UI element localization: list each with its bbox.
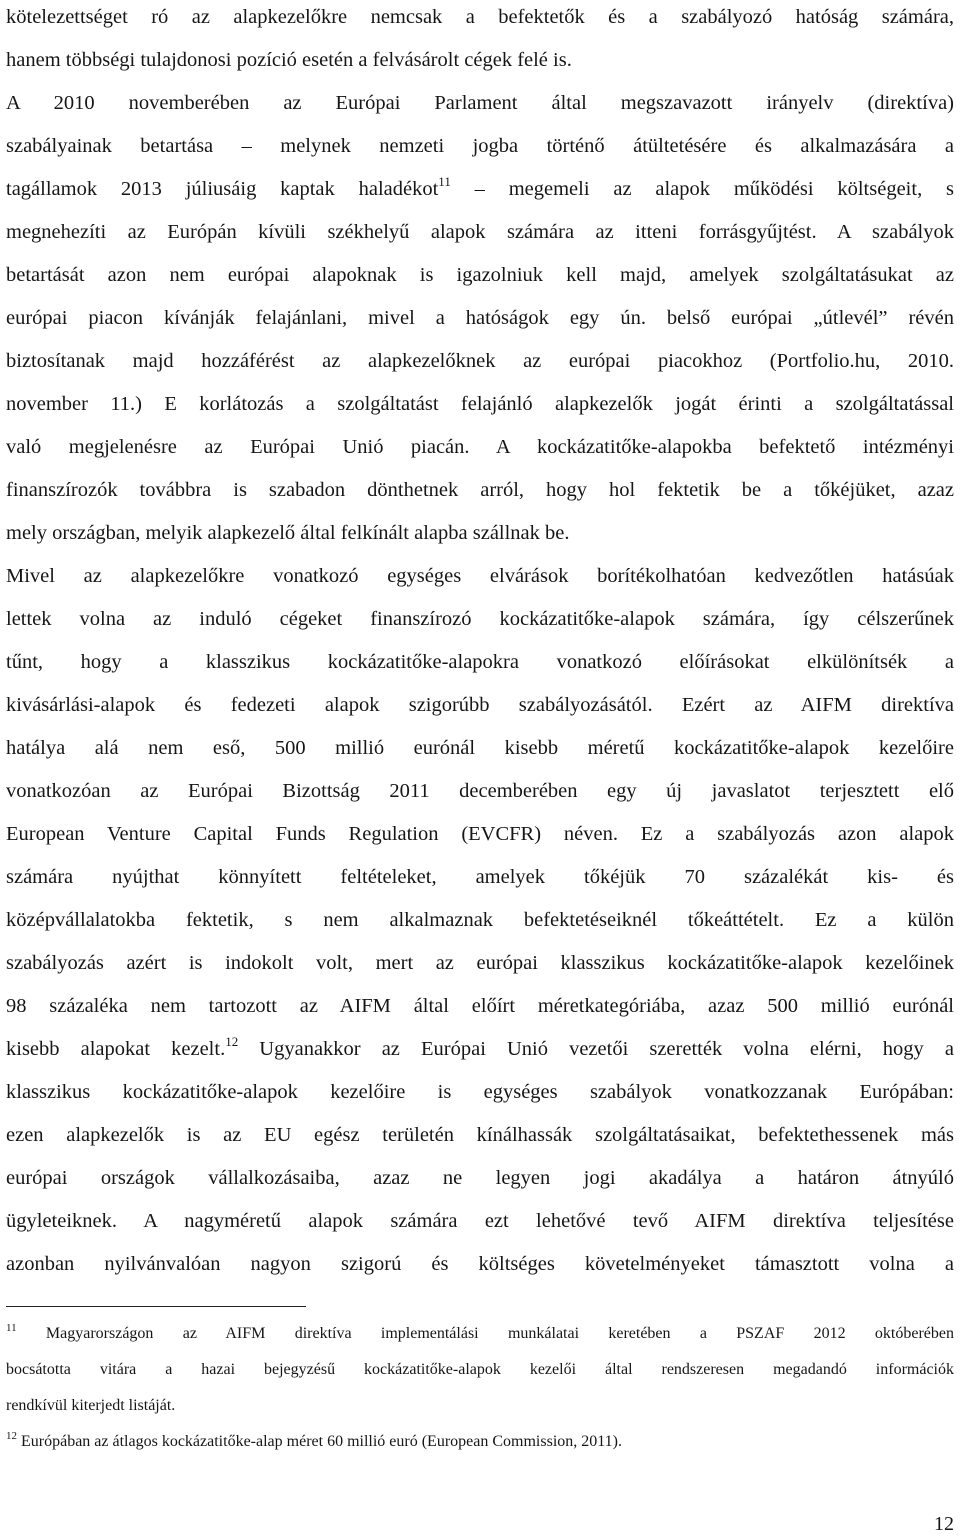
page-number: 12	[934, 1513, 954, 1535]
footnote-text: Magyarországon az AIFM direktíva implementálási munkálatai keretében a PSZAF 2012 októberében	[16, 1325, 954, 1342]
footnote-11-line: rendkívül kiterjedt listáját.	[6, 1397, 176, 1414]
text-line: tűnt, hogy a klasszikus kockázatitőke-alapokra vonatkozó előírásokat elkülönítsék a	[6, 651, 954, 673]
text-fragment: Ugyanakkor az Európai Unió vezetői szerették volna elérni, hogy a	[238, 1038, 954, 1060]
text-fragment: tagállamok 2013 júliusáig kaptak haladékot	[6, 178, 439, 200]
text-line: kivásárlási-alapok és fedezeti alapok szigorúbb szabályozásától. Ezért az AIFM direktíva	[6, 694, 954, 716]
text-line: 98 százaléka nem tartozott az AIFM által előírt méretkategóriába, azaz 500 millió eurónál	[6, 995, 954, 1017]
text-line: klasszikus kockázatitőke-alapok kezelőire is egységes szabályok vonatkozzanak Európában:	[6, 1081, 954, 1103]
footnote-reference[interactable]: 11	[438, 174, 451, 189]
text-line: mely országban, melyik alapkezelő által felkínált alapba szállnak be.	[6, 522, 570, 544]
text-line: A 2010 novemberében az Európai Parlament által megszavazott irányelv (direktíva)	[6, 92, 954, 114]
text-line: ezen alapkezelők is az EU egész területén kínálhassák szolgáltatásaikat, befektethessenek más	[6, 1124, 954, 1146]
text-line: biztosítanak majd hozzáférést az alapkezelőknek az európai piacokhoz (Portfolio.hu, 2010.	[6, 350, 954, 372]
text-line: European Venture Capital Funds Regulation (EVCFR) néven. Ez a szabályozás azon alapok	[6, 823, 954, 845]
text-line: ügyleteiknek. A nagyméretű alapok számára ezt lehetővé tevő AIFM direktíva teljesítése	[6, 1210, 954, 1232]
text-line: lettek volna az induló cégeket finanszírozó kockázatitőke-alapok számára, így célszerűnek	[6, 608, 954, 630]
footnote-text: Európában az átlagos kockázatitőke-alap méret 60 millió euró (European Commission, 2011).	[17, 1433, 622, 1450]
text-line: való megjelenésre az Európai Unió piacán. A kockázatitőke-alapokba befektető intézményi	[6, 436, 954, 458]
text-line: európai országok vállalkozásaiba, azaz ne legyen jogi akadálya a határon átnyúló	[6, 1167, 954, 1189]
text-line: európai piacon kívánják felajánlani, mivel a hatóságok egy ún. belső európai „útlevél” révén	[6, 307, 954, 329]
footnote-separator	[6, 1306, 306, 1307]
text-fragment: – megemeli az alapok működési költségeit, s	[450, 178, 954, 200]
text-line: Mivel az alapkezelőkre vonatkozó egységes elvárások borítékolhatóan kedvezőtlen hatásúak	[6, 565, 954, 587]
footnote-marker: 11	[6, 1322, 17, 1334]
text-line: vonatkozóan az Európai Bizottság 2011 decemberében egy új javaslatot terjesztett elő	[6, 780, 954, 802]
text-line-with-footnote-ref	[6, 1034, 954, 1061]
text-line: szabályozás azért is indokolt volt, mert az európai klasszikus kockázatitőke-alapok kezelőinek	[6, 952, 954, 974]
text-fragment: kisebb alapokat kezelt.	[6, 1038, 226, 1060]
footnote-reference[interactable]: 12	[225, 1034, 239, 1049]
text-line: finanszírozók továbbra is szabadon dönthetnek arról, hogy hol fektetik be a tőkéjüket, azaz	[6, 479, 954, 501]
footnote-11-line	[6, 1324, 954, 1344]
text-line-with-footnote-ref	[6, 174, 954, 201]
footnote-marker: 12	[6, 1430, 17, 1442]
footnote-11-line: bocsátotta vitára a hazai bejegyzésű kockázatitőke-alapok kezelői által rendszeresen megadandó információk	[6, 1361, 954, 1378]
text-line: betartását azon nem európai alapoknak is igazolniuk kell majd, amelyek szolgáltatásukat az	[6, 264, 954, 286]
text-line: szabályainak betartása – melynek nemzeti jogba történő átültetésére és alkalmazására a	[6, 135, 954, 157]
text-line: azonban nyilvánvalóan nagyon szigorú és költséges követelményeket támasztott volna a	[6, 1253, 954, 1275]
text-line: hanem többségi tulajdonosi pozíció esetén a felvásárolt cégek felé is.	[6, 49, 572, 71]
text-line: kötelezettséget ró az alapkezelőkre nemcsak a befektetők és a szabályozó hatóság számára,	[6, 6, 954, 28]
text-line: számára nyújthat könnyített feltételeket, amelyek tőkéjük 70 százalékát kis- és	[6, 866, 954, 888]
text-line: középvállalatokba fektetik, s nem alkalmaznak befektetéseiknél tőkeáttételt. Ez a külön	[6, 909, 954, 931]
footnote-12-line	[6, 1432, 622, 1452]
text-line: november 11.) E korlátozás a szolgáltatást felajánló alapkezelők jogát érinti a szolgáltatással	[6, 393, 954, 415]
text-line: hatálya alá nem eső, 500 millió eurónál kisebb méretű kockázatitőke-alapok kezelőire	[6, 737, 954, 759]
text-line: megnehezíti az Európán kívüli székhelyű alapok számára az itteni forrásgyűjtést. A szabályok	[6, 221, 954, 243]
